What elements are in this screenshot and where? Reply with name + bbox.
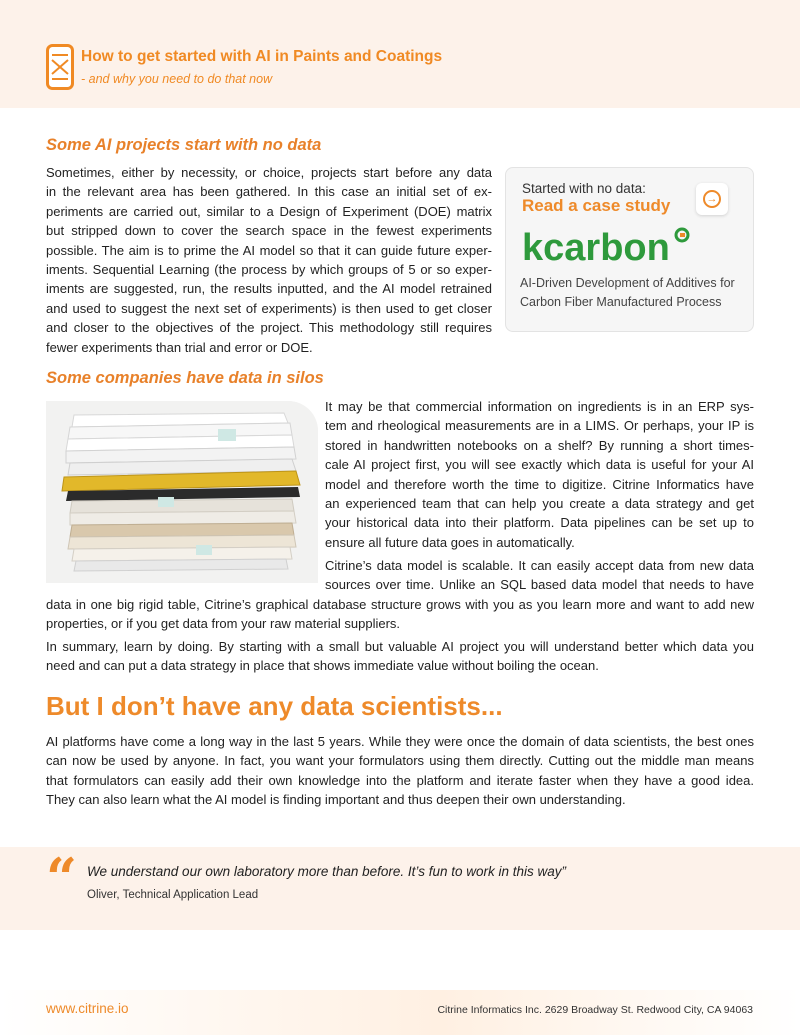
text-line: It may be that commercial information on ingredients is in an ERP sys- (325, 399, 754, 414)
text-line: your historical data into their platform. Data pipelines can be set up to (325, 515, 754, 531)
text-line: sources over time. Unlike an SQL based data model that needs to have (325, 577, 754, 593)
section-body-data-scientists (46, 732, 754, 810)
text-line: model and therefore worth the time to digitize. Citrine Informatics have (325, 476, 754, 492)
section-body-data-silos (325, 397, 754, 552)
text-line: that formulators can easily add their own knowledge into the platform and iterate faster when they have a good idea. (46, 772, 754, 788)
read-case-study-link[interactable]: Read a case study (522, 196, 671, 215)
text-line: need and can put a data strategy in place that shows immediate value without boiling the ocean. (46, 658, 599, 674)
website-link[interactable]: www.citrine.io (46, 1001, 129, 1016)
text-line: cale AI project first, you will see exactly which data is useful for your AI (325, 457, 754, 473)
text-line: In summary, learn by doing. By starting with a small but valuable AI project you will understand better which data you (46, 639, 754, 654)
text-line: but stripped down to cover the search space in the fewest experiments (46, 223, 492, 239)
case-study-pre-label: Started with no data: (522, 181, 646, 196)
section-body-scalable-cont (46, 595, 754, 634)
text-line: and used to suggest the next set of experiments) is then used to get closer (46, 300, 492, 316)
text-line: periments are carried out, similar to a Design of Experiment (DOE) matrix (46, 203, 492, 219)
text-line: Citrine’s data model is scalable. It can easily accept data from new data (325, 558, 754, 573)
testimonial-author: Oliver, Technical Application Lead (87, 889, 259, 901)
text-line: data in one big rigid table, Citrine’s graphical database structure grows with you as you learn more and want to add new (46, 597, 754, 612)
text-line: AI-Driven Development of Additives for (520, 276, 735, 290)
paper-stack-illustration (46, 401, 318, 583)
text-line: properties, or if you get data from your raw material suppliers. (46, 616, 401, 632)
section-body-scalable (325, 556, 754, 595)
company-address: Citrine Informatics Inc. 2629 Broadway St. Redwood City, CA 94063 (437, 1004, 753, 1016)
text-line: stored in handwritten notebooks on a shelf? By running a short times- (325, 437, 754, 453)
testimonial-text: We understand our own laboratory more than before. It’s fun to work in this way” (87, 864, 566, 879)
text-line: in the relevant area has been gathered. In this case an initial set of ex- (46, 184, 492, 200)
case-study-card[interactable] (505, 167, 754, 332)
text-line: ensure all future data goes in automatically. (325, 534, 575, 550)
text-line: iments. Sequential Learning (the process by which groups of 5 or so exper- (46, 262, 492, 278)
section-heading-no-data: Some AI projects start with no data (46, 136, 322, 154)
section-heading-data-scientists: But I don’t have any data scientists... (46, 691, 503, 721)
kcarbon-logo (522, 226, 692, 268)
case-study-open-button[interactable] (696, 183, 728, 215)
text-line: tem and rheological measurements are in a LIMS. Or perhaps, your IP is (325, 418, 754, 434)
text-line: fewer experiments than trial and error or DOE. (46, 339, 313, 355)
text-line: and closer to the objectives of the project. This methodology still requires (46, 320, 492, 336)
quote-mark-icon: “ (46, 846, 78, 910)
text-line: AI platforms have come a long way in the last 5 years. While they were once the domain of data scientists, the best ones (46, 734, 754, 749)
text-line: can now be used by anyone. In fact, you want your formulators using them directly. Cutting out the middle man means (46, 753, 754, 769)
section-body-no-data (46, 163, 492, 357)
text-line: an experienced team that can help you create a data strategy and get (325, 496, 754, 512)
text-line: They can also learn what the AI model is finding important and thus deepen their own understanding. (46, 792, 626, 808)
text-line: Sometimes, either by necessity, or choice, projects start before any data (46, 165, 492, 180)
text-line: Carbon Fiber Manufactured Process (520, 294, 722, 309)
citrine-logo-icon (46, 44, 74, 90)
case-study-description (520, 274, 745, 311)
section-body-summary (46, 637, 754, 676)
document-title: How to get started with AI in Paints and Coatings (81, 48, 443, 65)
text-line: possible. The aim is to prime the AI model so that it can guide future exper- (46, 242, 492, 258)
section-heading-data-silos: Some companies have data in silos (46, 369, 324, 387)
kcarbon-logo-text: kcarbon (522, 227, 670, 268)
paper-stack-image (46, 401, 318, 583)
document-subtitle: - and why you need to do that now (81, 72, 273, 86)
text-line: iments are suggested, run, the results inputted, and the AI model retrained (46, 281, 492, 297)
arrow-right-circle-icon: → (703, 190, 721, 208)
